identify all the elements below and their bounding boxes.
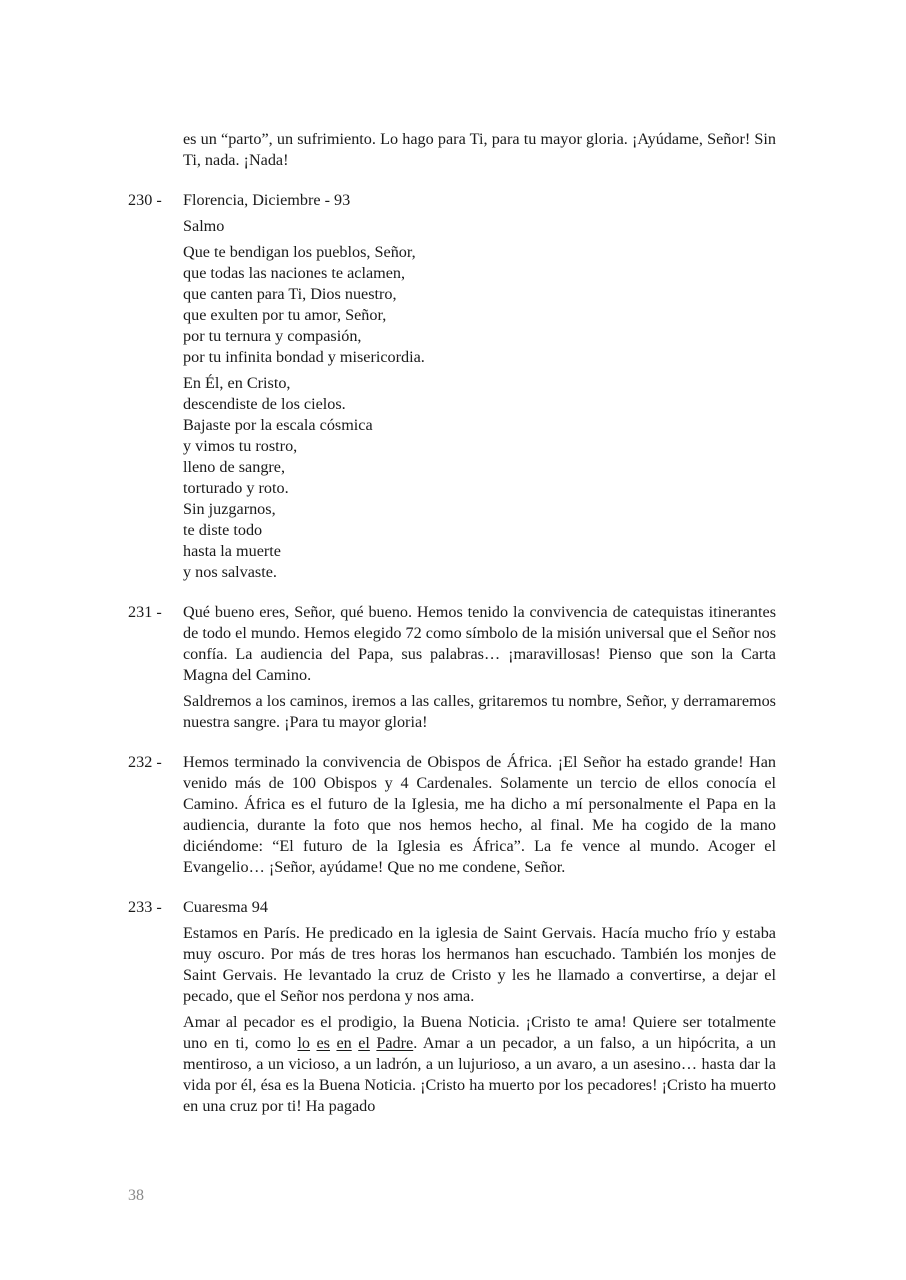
entry-subtitle: Salmo xyxy=(183,217,225,235)
page-number: 38 xyxy=(128,1187,144,1204)
poem-line: lleno de sangre, xyxy=(183,458,286,476)
entry-paragraph: Hemos terminado la convivencia de Obispos de África. ¡El Señor ha estado grande! Han venido más de 100 Obispos y 4 Cardenales. Solamente un tercio de ellos conocía el Camino. África es el futuro de la Iglesia, me ha dicho a mí personalmente el Papa en la audiencia, durante la foto que nos hemos hecho, al final. Me ha cogido de la mano diciéndome: “El futuro de la Iglesia es África”. La fe vence al mundo. Acoger el Evangelio… ¡Señor, ayúdame! Que no me condene, Señor. xyxy=(183,753,776,876)
poem-line: descendiste de los cielos. xyxy=(183,395,346,413)
poem-line: torturado y roto. xyxy=(183,479,289,497)
entry-232 xyxy=(128,752,776,878)
poem-line: y vimos tu rostro, xyxy=(183,437,298,455)
entry-paragraph xyxy=(183,1012,776,1117)
entry-number: 233 - xyxy=(128,898,162,916)
poem-line: que exulten por tu amor, Señor, xyxy=(183,306,387,324)
poem-line: que canten para Ti, Dios nuestro, xyxy=(183,285,397,303)
entry-number: 232 - xyxy=(128,753,162,771)
entry-number: 230 - xyxy=(128,191,162,209)
underlined-word: Padre xyxy=(376,1034,414,1052)
intro-paragraph: es un “parto”, un sufrimiento. Lo hago para Ti, para tu mayor gloria. ¡Ayúdame, Señor! Sin Ti, nada. ¡Nada! xyxy=(183,130,776,169)
entry-paragraph: Estamos en París. He predicado en la iglesia de Saint Gervais. Hacía mucho frío y estaba muy oscuro. Por más de tres horas los hermanos han escuchado. También los monjes de Saint Gervais. He levantado la cruz de Cristo y les he llamado a convertirse, a dejar el pecado, que el Señor nos perdona y nos ama. xyxy=(183,924,776,1005)
entry-paragraph: Saldremos a los caminos, iremos a las calles, gritaremos tu nombre, Señor, y derramaremos nuestra sangre. ¡Para tu mayor gloria! xyxy=(183,692,776,731)
poem-line: y nos salvaste. xyxy=(183,563,277,581)
underlined-word: lo xyxy=(297,1034,311,1052)
poem-line: hasta la muerte xyxy=(183,542,281,560)
poem-stanza-1 xyxy=(183,242,776,368)
entry-231 xyxy=(128,602,776,733)
page-content xyxy=(128,129,776,1117)
poem-line: Bajaste por la escala cósmica xyxy=(183,416,373,434)
text-run: . Amar a un pecador, a un falso, a un hipócrita, a un mentiroso, a un vicioso, a un ladrón, a un lujurioso, a un avaro, a un asesino… hasta dar la vida por él, ésa es la Buena Noticia. ¡Cristo ha muerto por los pecadores! ¡Cristo ha muerto en una cruz por ti! Ha pagado xyxy=(183,1034,777,1115)
poem-line: Que te bendigan los pueblos, Señor, xyxy=(183,243,416,261)
entry-number: 231 - xyxy=(128,603,162,621)
underlined-word: es xyxy=(316,1034,330,1052)
poem-line: que todas las naciones te aclamen, xyxy=(183,264,406,282)
poem-line: Sin juzgarnos, xyxy=(183,500,276,518)
entry-233 xyxy=(128,897,776,1117)
poem-line: En Él, en Cristo, xyxy=(183,374,291,392)
underlined-word: en xyxy=(336,1034,352,1052)
underlined-word: el xyxy=(358,1034,370,1052)
poem-line: por tu ternura y compasión, xyxy=(183,327,362,345)
entry-heading: Cuaresma 94 xyxy=(183,898,268,916)
entry-heading: Florencia, Diciembre - 93 xyxy=(183,191,351,209)
poem-stanza-2 xyxy=(183,373,776,583)
entry-230 xyxy=(128,190,776,583)
poem-line: te diste todo xyxy=(183,521,263,539)
entry-paragraph: Qué bueno eres, Señor, qué bueno. Hemos tenido la convivencia de catequistas itinerantes de todo el mundo. Hemos elegido 72 como símbolo de la misión universal que el Señor nos confía. La audiencia del Papa, sus palabras… ¡maravillosas! Pienso que son la Carta Magna del Camino. xyxy=(183,603,777,684)
poem-line: por tu infinita bondad y misericordia. xyxy=(183,348,425,366)
text-run: Amar al pecador es el prodigio, la Buena Noticia. ¡Cristo te ama! Quiere ser totalmente uno en ti, como xyxy=(183,1013,776,1052)
